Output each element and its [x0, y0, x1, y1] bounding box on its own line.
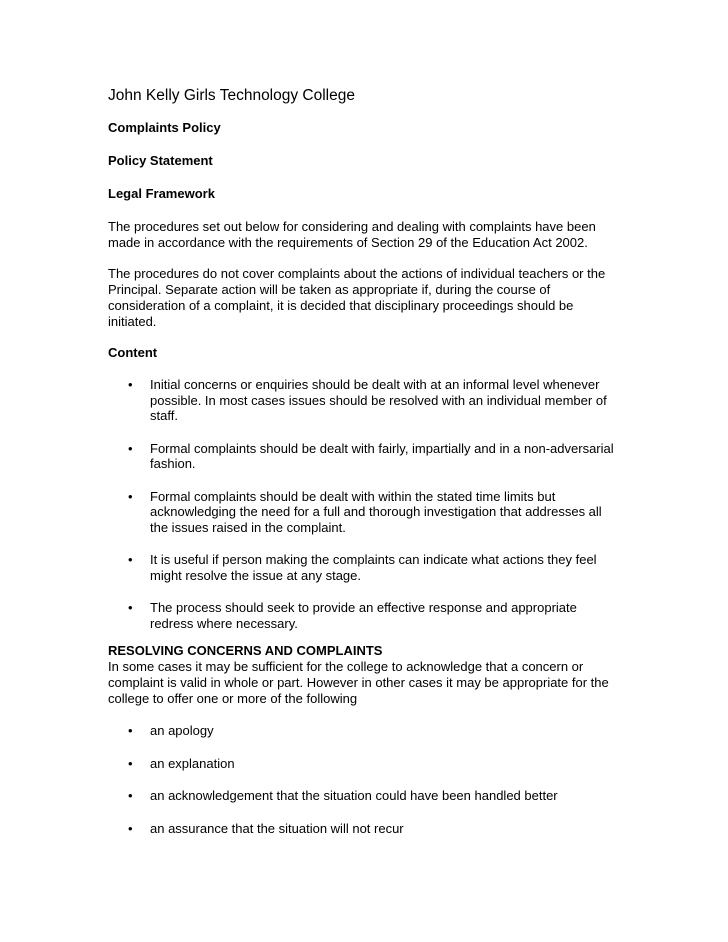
- remedy-bullet-list: [108, 723, 623, 836]
- list-item: [108, 552, 623, 583]
- document-page: [108, 86, 623, 853]
- list-item: [108, 600, 623, 631]
- legal-framework-paragraph-2: The procedures do not cover complaints about the actions of individual teachers or the Principal. Separate action will be taken as appropriate if, during the course of consideration of a complaint, it is decided that disciplinary proceedings should be initiated.: [108, 266, 606, 329]
- content-heading: Content: [108, 345, 158, 360]
- list-item: [108, 756, 623, 772]
- list-item: [108, 788, 623, 804]
- bullet-icon: •: [128, 377, 133, 392]
- list-item: [108, 441, 623, 472]
- bullet-icon: •: [128, 552, 133, 567]
- content-bullet-list: [108, 377, 623, 631]
- bullet-icon: •: [128, 820, 133, 836]
- resolving-heading: RESOLVING CONCERNS AND COMPLAINTS: [108, 643, 383, 658]
- list-item-text: an acknowledgement that the situation could have been handled better: [150, 788, 558, 803]
- list-item-text: Initial concerns or enquiries should be dealt with at an informal level whenever possible. In most cases issues should be resolved with an individual member of staff.: [150, 377, 607, 423]
- list-item: [108, 723, 623, 739]
- list-item-text: an explanation: [150, 755, 235, 771]
- legal-framework-paragraph-1: The procedures set out below for considering and dealing with complaints have been made in accordance with the requirements of Section 29 of the Education Act 2002.: [108, 219, 596, 250]
- policy-statement-heading: Policy Statement: [108, 153, 213, 168]
- resolving-paragraph: In some cases it may be sufficient for the college to acknowledge that a concern or complaint is valid in whole or part. However in other cases it may be appropriate for the college to offer one or more of the following: [108, 659, 609, 706]
- list-item-text: It is useful if person making the complaints can indicate what actions they feel might resolve the issue at any stage.: [150, 552, 597, 583]
- list-item: [108, 377, 623, 424]
- list-item-text: Formal complaints should be dealt with fairly, impartially and in a non-adversarial fashion.: [150, 440, 614, 471]
- list-item-text: Formal complaints should be dealt with within the stated time limits but acknowledging the need for a full and thorough investigation that addresses all the issues raised in the complaint.: [150, 488, 602, 535]
- bullet-icon: •: [128, 600, 133, 615]
- bullet-icon: •: [128, 440, 133, 456]
- list-item-text: an apology: [150, 723, 214, 738]
- college-name: John Kelly Girls Technology College: [108, 87, 355, 104]
- bullet-icon: •: [128, 723, 133, 738]
- bullet-icon: •: [128, 755, 133, 771]
- policy-title: Complaints Policy: [108, 120, 221, 135]
- list-item-text: The process should seek to provide an effective response and appropriate redress where necessary.: [150, 600, 577, 631]
- bullet-icon: •: [128, 788, 133, 803]
- list-item: [108, 489, 623, 536]
- list-item: [108, 821, 623, 837]
- legal-framework-heading: Legal Framework: [108, 186, 215, 201]
- list-item-text: an assurance that the situation will not recur: [150, 820, 404, 836]
- bullet-icon: •: [128, 488, 133, 504]
